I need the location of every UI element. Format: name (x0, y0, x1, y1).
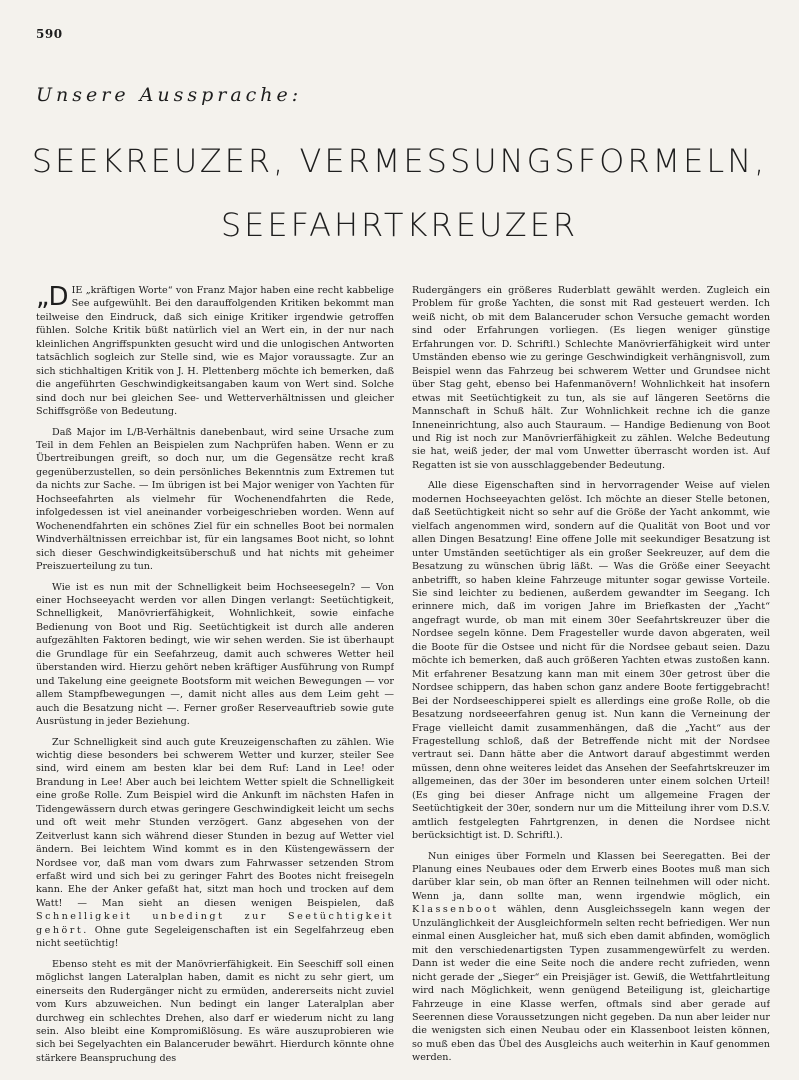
paragraph: Alle diese Eigenschaften sind in hervorragender Weise auf vielen modernen Hochseeyachten gelöst. Ich möchte an dieser Stelle betonen, daß Seetüchtigkeit nicht so sehr auf die Größe der Yacht ankommt, wie vielfach angenommen wird, sondern auf die Qualität von Boot und vor allen Dingen Besatzung! Eine offene Jolle mit seekundiger Besatzung ist unter Umständen seetüchtiger als ein großer Seekreuzer, auf dem die Besatzung zu wünschen übrig läßt. — Was die Größe einer Seeyacht anbetrifft, so haben kleine Fahrzeuge mitunter sogar gewisse Vorteile. Sie sind leichter zu bedienen, außerdem gewandter im Seegang. Ich erinnere mich, daß im vorigen Jahre im Briefkasten der „Yacht“ angefragt wurde, ob man mit einem 30er Seefahrtskreuzer über die Nordsee segeln könne. Dem Fragesteller wurde davon abgeraten, weil die Boote für die Ostsee und nicht für die Nordsee gebaut seien. Dazu möchte ich bemerken, daß auch größeren Yachten etwas zustoßen kann. Mit erfahrener Besatzung kann man mit einem 30er getrost über die Nordsee schippern, das haben schon ganz andere Boote fertiggebracht! Bei der Nordseeschipperei spielt es allerdings eine große Rolle, ob die Besatzung nordseeerfahren genug ist. Nun kann die Verneinung der Frage vielleicht damit zusammenhängen, daß die „Yacht“ aus der Fragestellung schloß, daß der Betreffende nicht mit der Nordsee vertraut sei. Dann hätte aber die Antwort darauf abgestimmt werden müssen, denn ohne weiteres leidet das Ansehen der Seefahrtskreuzer im allgemeinen, das der 30er im besonderen unter einem solchen Urteil! (Es ging bei dieser Anfrage nicht um allgemeine Fragen der Seetüchtigkeit der 30er, sondern nur um die Mitteilung ihrer vom D.S.V. amtlich festgelegten Fahrtgrenzen, in denen die Nordsee nicht berücksichtigt ist. D. Schriftl.). (412, 480, 770, 842)
right-column (412, 284, 770, 1064)
paragraph: Zur Schnelligkeit sind auch gute Kreuzeigenschaften zu zählen. Wie wichtig diese besonders bei schwerem Wetter und kurzer, steiler See sind, wird einem am besten klar bei dem Ruf: Land in Lee! oder Brandung in Lee! Aber auch bei leichtem Wetter spielt die Schnelligkeit eine große Rolle. Zum Beispiel wird die Ankunft im nächsten Hafen in Tidengewässern durch etwas geringere Geschwindigkeit leicht um sechs und oft weit mehr Stunden verzögert. Ganz abgesehen von der Zeitverlust kann sich während dieser Stunden in bezug auf Wetter viel ändern. Bei leichtem Wind kommt es in den Küstengewässern der Nordsee vor, daß man vom dwars zum Fahrwasser setzenden Strom erfaßt wird und sich bei zu geringer Fahrt des Bootes nicht freisegeln kann. Ehe der Anker gefaßt hat, sitzt man hoch und trocken auf dem Watt! — Man sieht an diesen wenigen Beispielen, daß Schnelligkeit unbedingt zur Seetüchtigkeit gehört. Ohne gute Segeleigenschaften ist ein Segelfahrzeug eben nicht seetüchtig! (36, 736, 394, 950)
section-kicker: Unsere Aussprache: (36, 84, 303, 106)
left-column (36, 284, 394, 1064)
article-title-line-1: SEEKREUZER, VERMESSUNGSFORMELN, (31, 142, 768, 180)
emphasis-spaced: Schnelligkeit unbedingt zur Seetüchtigkeit gehört. (36, 911, 394, 936)
paragraph: „D IE „kräftigen Worte“ von Franz Major haben eine recht kabbelige See aufgewühlt. Bei den darauffolgenden Kritiken bekommt man teilweise den Eindruck, daß sich einige Kritiker irgendwie getroffen fühlen. Solche Kritik büßt natürlich viel an Wert ein, in der nur nach kleinlichen Angriffspunkten gesucht wird und die unlogischen Antworten tatsächlich sogleich zur Stelle sind, wie es Major voraussagte. Zur an sich stichhaltigen Kritik von J. H. Plettenberg möchte ich bemerken, daß die angeführten Geschwindigkeitsangaben kaum von Wert sind. Solche sind doch nur bei gleichen See- und Wetterverhältnissen und gleicher Schiffsgröße von Bedeutung. (36, 284, 394, 418)
page-number: 590 (36, 27, 63, 41)
paragraph: Ebenso steht es mit der Manövrierfähigkeit. Ein Seeschiff soll einen möglichst langen Lateralplan haben, damit es nicht zu sehr giert, um einerseits den Rudergänger nicht zu ermüden, andererseits nicht zuviel vom Kurs abzuweichen. Nun bedingt ein langer Lateralplan aber durchweg ein schlechtes Drehen, also darf er wiederum nicht zu lang sein. Also bleibt eine Kompromißlösung. Es wäre auszuprobieren wie sich bei Segelyachten ein Balanceruder bewährt. Hierdurch könnte ohne stärkere Beanspruchung des (36, 958, 394, 1064)
paragraph: Wie ist es nun mit der Schnelligkeit beim Hochseesegeln? — Von einer Hochseeyacht werden vor allen Dingen verlangt: Seetüchtigkeit, Schnelligkeit, Manövrierfähigkeit, Wohnlichkeit, sowie einfache Bedienung von Boot und Rig. Seetüchtigkeit ist durch alle anderen aufgezählten Faktoren bedingt, wie wir sehen werden. Sie ist überhaupt die Grundlage für ein Seefahrzeug, damit auch schweres Wetter heil überstanden wird. Hierzu gehört neben kräftiger Ausführung von Rumpf und Takelung eine geeignete Bootsform mit weichen Bewegungen — vor allem Stampfbewegungen —, damit nicht alles aus dem Leim geht — auch die Besatzung nicht —. Ferner großer Reserveauftrieb sowie gute Ausrüstung in jeder Beziehung. (36, 581, 394, 728)
emphasis-spaced: Klassenboot (412, 904, 499, 916)
paragraph: Nun einiges über Formeln und Klassen bei Seeregatten. Bei der Planung eines Neubaues oder dem Erwerb eines Bootes muß man sich darüber klar sein, ob man öfter an Rennen teilnehmen will oder nicht. Wenn ja, dann sollte man, wenn irgendwie möglich, ein Klassenboot wählen, denn Ausgleichssegeln kann wegen der Unzulänglichkeit der Ausgleichformeln selten recht befriedigen. Wer nun einmal einen Ausgleicher hat, muß sich eben damit abfinden, womöglich mit den verschiedenartigsten Typen zusammengewürfelt zu werden. Dann ist weder die eine Seite noch die andere recht zufrieden, wenn nicht gerade der „Sieger“ ein Preisjäger ist. Gewiß, die Wettfahrtleitung wird nach Möglichkeit, wenn genügend Beteiligung ist, gleichartige Fahrzeuge in eine Klasse werfen, oftmals sind aber gerade auf Seerennen diese Voraussetzungen nicht gegeben. Da nun aber leider nur die wenigsten sich einen Neubau oder ein Klassenboot leisten können, so muß eben das Übel des Ausgleichs auch weiterhin in Kauf genommen werden. (412, 850, 770, 1064)
paragraph: Daß Major im L/B-Verhältnis danebenbaut, wird seine Ursache zum Teil in dem Fehlen an Beispielen zum Nachprüfen haben. Wenn er zu Übertreibungen greift, so doch nur, um die Gegensätze recht kraß gegenüberzustellen, so dein persönliches Bekenntnis zum Extremen tut da nichts zur Sache. — Im übrigen ist bei Major weniger von Yachten für Hochseefahrten als vielmehr für Wochenendfahrten die Rede, infolgedessen ist viel aneinander vorbeigeschrieben worden. Wenn auf Wochenendfahrten ein schönes Ziel für ein schnelles Boot bei normalen Windverhältnissen erreichbar ist, für ein langsames Boot nicht, so lohnt sich dieser Geschwindigkeitsüberschuß und hat nichts mit geheimer Preiszuerteilung zu tun. (36, 426, 394, 573)
drop-cap: „D (36, 284, 69, 312)
article-body (36, 284, 771, 1064)
article-title-line-2: SEEFAHRTKREUZER (220, 206, 579, 244)
paragraph: Rudergängers ein größeres Ruderblatt gewählt werden. Zugleich ein Problem für große Yachten, die sonst mit Rad gesteuert werden. Ich weiß nicht, ob mit dem Balanceruder schon Versuche gemacht worden sind oder Erfahrungen vorliegen. (Es liegen weniger günstige Erfahrungen vor. D. Schriftl.) Schlechte Manövrierfähigkeit wird unter Umständen ebenso wie zu geringe Geschwindigkeit verhängnisvoll, zum Beispiel wenn das Fahrzeug bei schwerem Wetter und Grundsee nicht über Stag geht, ebenso bei Hafenmanövern! Wohnlichkeit hat insofern etwas mit Seetüchtigkeit zu tun, als sie auf längeren Seetörns die Mannschaft in Schuß hält. Zur Wohnlichkeit rechne ich die ganze Inneneinrichtung, also auch Stauraum. — Handige Bedienung von Boot und Rig ist noch zur Manövrierfähigkeit zu zählen. Welche Bedeutung sie hat, weiß jeder, der mal vom Unwetter überrascht worden ist. Auf Regatten ist sie von ausschlaggebender Bedeutung. (412, 285, 770, 471)
